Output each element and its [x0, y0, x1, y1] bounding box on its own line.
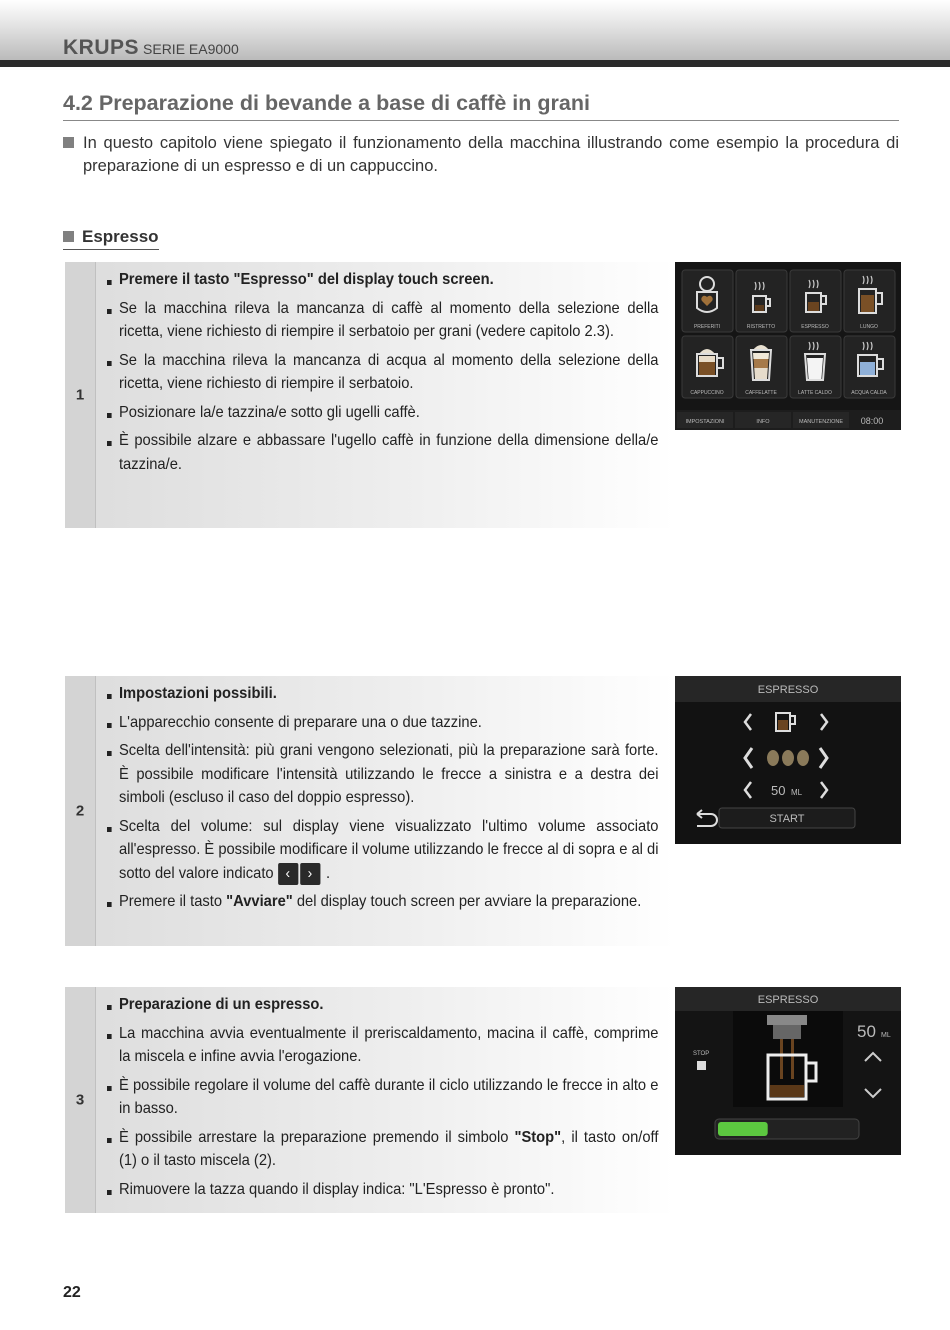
arrow-buttons-inline — [278, 862, 322, 886]
tile-lungo[interactable] — [844, 270, 895, 332]
home-menu-svg — [675, 262, 901, 430]
stop-text-post: , il tasto on/off (1) o il tasto miscela (2). — [118, 1128, 659, 1169]
square-bullet-icon — [63, 137, 74, 148]
start-text-post: del display touch screen per avviare la preparazione. — [296, 893, 642, 911]
dispenser-icon — [767, 1015, 807, 1025]
step-1-list — [107, 268, 659, 481]
volume-text: Scelta del volume: sul display viene visualizzato l'ultimo volume associato all'espresso. È possibile modificare il volume utilizzando le frecce al di sopra e al di sotto del valore indicato — [118, 817, 659, 882]
serie-label: SERIE EA9000 — [143, 41, 239, 57]
footer-tab-label: INFO — [756, 419, 770, 425]
page-number: 22 — [63, 1284, 81, 1301]
bean-icon — [797, 750, 809, 766]
section-title: 4.2 Preparazione di bevande a base di caffè in grani — [63, 91, 899, 121]
step-number: 3 — [75, 1091, 85, 1109]
stop-label: STOP — [693, 1051, 710, 1057]
tile-espresso[interactable] — [790, 270, 841, 332]
chevron-left-icon: ‹ — [278, 863, 298, 885]
list-item: Preparazione di un espresso. — [107, 993, 658, 1017]
bean-icon — [782, 750, 794, 766]
screen-title: ESPRESSO — [757, 994, 819, 1006]
list-item — [107, 1126, 658, 1173]
list-item: Scelta dell'intensità: più grani vengono selezionati, più la preparazione sarà forte. È possibile modificare l'intensità utilizzando le frecce a sinistra e a destra dei simboli (escluso il caso del doppio espresso). — [107, 739, 658, 810]
bean-icon — [767, 750, 779, 766]
step-3-list — [107, 993, 659, 1206]
stop-text-pre: È possibile arrestare la preparazione premendo il simbolo — [118, 1128, 509, 1146]
list-item — [107, 815, 658, 886]
screen-home-menu — [675, 262, 901, 430]
list-item: È possibile regolare il volume del caffè durante il ciclo utilizzando le frecce in alto e in basso. — [107, 1074, 658, 1121]
step-number-column — [65, 676, 96, 946]
tile-label: CAFFELATTE — [745, 390, 777, 396]
tile-caffelatte[interactable] — [736, 336, 787, 398]
list-item: La macchina avvia eventualmente il preriscaldamento, macina il caffè, comprime la miscela e infine avvia l'erogazione. — [107, 1022, 658, 1069]
volume-text-end: . — [325, 864, 331, 882]
step-3-panel — [65, 987, 675, 1213]
volume-unit: ML — [791, 788, 803, 797]
start-button-label: START — [769, 813, 805, 825]
volume-value: 50 — [857, 1022, 876, 1041]
tile-label: CAPPUCCINO — [690, 390, 724, 396]
volume-unit: ML — [881, 1032, 891, 1039]
header-bar — [0, 60, 950, 67]
step-2-panel — [65, 676, 675, 946]
square-bullet-icon — [63, 231, 74, 242]
list-item: L'apparecchio consente di preparare una o due tazzine. — [107, 711, 658, 735]
footer-tab-label: IMPOSTAZIONI — [685, 419, 725, 425]
tile-cappuccino[interactable] — [682, 336, 733, 398]
tile-label: LATTE CALDO — [798, 390, 832, 396]
tile-ristretto[interactable] — [736, 270, 787, 332]
intro-text: In questo capitolo viene spiegato il funzionamento della macchina illustrando come esempio la procedura di preparazione di un espresso e di un cappuccino. — [83, 134, 899, 175]
settings-svg — [675, 676, 901, 844]
list-item — [107, 890, 658, 914]
brewing-svg — [675, 987, 901, 1155]
stop-button[interactable] — [697, 1061, 706, 1070]
step-2-list — [107, 682, 659, 919]
brand-header — [63, 36, 239, 60]
start-text-pre: Premere il tasto — [118, 893, 223, 911]
brand-name: KRUPS — [63, 36, 140, 59]
progress-fill — [718, 1122, 768, 1136]
clock: 08:00 — [860, 416, 884, 426]
list-item: Se la macchina rileva la mancanza di caffè al momento della selezione della ricetta, viene richiesto di riempire il serbatoio per grani (vedere capitolo 2.3). — [107, 297, 658, 344]
chevron-right-icon: › — [300, 863, 320, 885]
tile-label: RISTRETTO — [746, 324, 776, 330]
start-text-bold: "Avviare" — [226, 893, 293, 911]
screen-espresso-settings — [675, 676, 901, 844]
step-1-panel — [65, 262, 675, 528]
list-item: Impostazioni possibili. — [107, 682, 658, 706]
screen-espresso-brewing — [675, 987, 901, 1155]
tile-label: ACQUA CALDA — [851, 390, 887, 396]
tile-acqua-calda[interactable] — [844, 336, 895, 398]
list-item: Se la macchina rileva la mancanza di acqua al momento della selezione della ricetta, viene richiesto di riempire il serbatoio. — [107, 349, 658, 396]
subsection-label: Espresso — [82, 227, 159, 246]
subsection-title — [63, 227, 159, 250]
intro-paragraph — [63, 132, 899, 178]
step-number-column — [65, 262, 96, 528]
stop-text-bold: "Stop" — [514, 1128, 562, 1146]
list-item: Posizionare la/e tazzina/e sotto gli ugelli caffè. — [107, 401, 658, 425]
footer-tab-label: MANUTENZIONE — [799, 419, 843, 425]
step-number-column — [65, 987, 96, 1213]
tile-preferiti[interactable] — [682, 270, 733, 332]
screen-title: ESPRESSO — [757, 684, 819, 696]
list-item: Rimuovere la tazza quando il display indica: "L'Espresso è pronto". — [107, 1178, 658, 1202]
tile-latte-caldo[interactable] — [790, 336, 841, 398]
step-number: 1 — [75, 386, 85, 404]
tile-label: ESPRESSO — [801, 324, 829, 330]
list-item: È possibile alzare e abbassare l'ugello caffè in funzione della dimensione della/e tazzina/e. — [107, 429, 658, 476]
tile-label: LUNGO — [860, 324, 878, 330]
list-item: Premere il tasto "Espresso" del display touch screen. — [107, 268, 658, 292]
step-number: 2 — [75, 802, 85, 820]
tile-label: PREFERITI — [693, 324, 721, 330]
volume-value: 50 — [771, 783, 786, 798]
